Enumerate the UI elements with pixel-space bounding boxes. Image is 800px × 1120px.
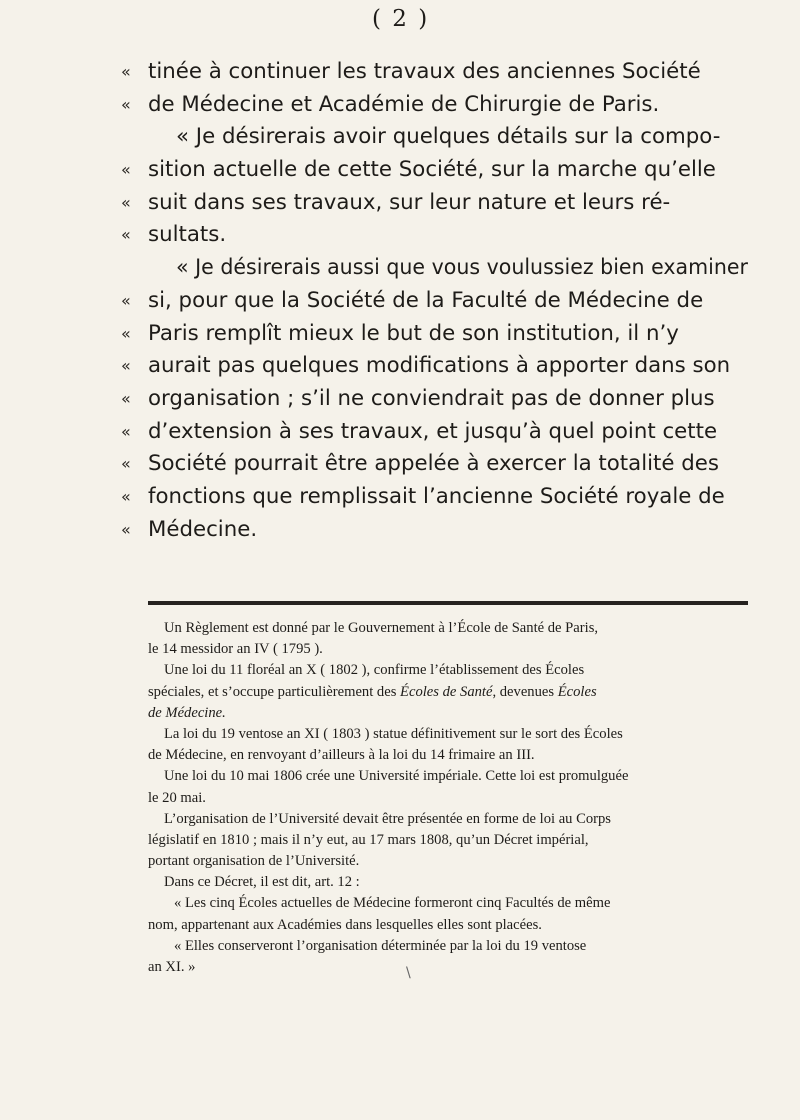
main-line: [121, 350, 748, 383]
main-line-text: sultats.: [148, 222, 227, 248]
guillemet-mark: «: [121, 388, 131, 408]
main-line-text: sition actuelle de cette Société, sur la marche qu’elle: [148, 157, 716, 183]
note-line: La loi du 19 ventose an XI ( 1803 ) statue définitivement sur le sort des Écoles: [164, 725, 623, 742]
main-line: [121, 416, 748, 449]
main-line: [121, 154, 748, 187]
note-line: Une loi du 11 floréal an X ( 1802 ), confirme l’établissement des Écoles: [164, 662, 585, 679]
guillemet-mark: «: [121, 290, 131, 310]
guillemet-mark: «: [121, 323, 131, 343]
main-line-text: tinée à continuer les travaux des anciennes Société: [148, 59, 701, 84]
page-number: ( 2 ): [372, 6, 430, 32]
guillemet-mark: «: [121, 62, 131, 81]
note-text: , devenues: [492, 683, 555, 700]
note-line: [148, 682, 758, 703]
note-line: an XI. »: [148, 959, 196, 975]
main-line-text: suit dans ses travaux, sur leur nature et leurs ré-: [148, 189, 671, 215]
note-line: Un Règlement est donné par le Gouvernement à l’École de Santé de Paris,: [164, 620, 599, 636]
main-line-text: organisation ; s’il ne conviendrait pas de donner plus: [148, 385, 715, 411]
main-line-text: d’extension à ses travaux, et jusqu’à quel point cette: [148, 418, 718, 444]
main-line: [121, 187, 748, 220]
note-italic: Écoles de Santé: [400, 683, 493, 700]
main-line: [148, 121, 748, 154]
note-line: le 14 messidor an IV ( 1795 ).: [148, 641, 323, 658]
guillemet-mark: «: [121, 225, 131, 245]
note-line: Une loi du 10 mai 1806 crée une Université impériale. Cette loi est promulguée: [164, 768, 629, 785]
guillemet-mark: «: [121, 94, 131, 114]
main-line: [148, 252, 748, 285]
note-line: L’organisation de l’Université devait être présentée en forme de loi au Corps: [164, 810, 611, 827]
main-line-text: si, pour que la Société de la Faculté de Médecine de: [148, 287, 704, 313]
note-line: le 20 mai.: [148, 789, 206, 806]
note-line: « Elles conserveront l’organisation déterminée par la loi du 19 ventose: [174, 937, 587, 954]
main-line: [121, 318, 748, 351]
section-divider: [148, 601, 748, 605]
main-line: [121, 481, 748, 514]
footnotes-block: [148, 618, 758, 978]
note-italic: de Médecine.: [148, 704, 226, 721]
note-line: portant organisation de l’Université.: [148, 853, 360, 870]
main-line-text: Paris remplît mieux le but de son institution, il n’y: [148, 320, 679, 346]
main-line-text: Médecine.: [148, 516, 258, 542]
main-text-block: [121, 56, 748, 546]
guillemet-mark: «: [121, 356, 131, 376]
main-line: [121, 56, 748, 89]
main-line-text: aurait pas quelques modifications à apporter dans son: [148, 353, 731, 379]
guillemet-mark: «: [121, 486, 131, 506]
guillemet-mark: «: [121, 519, 131, 539]
note-italic: Écoles: [557, 683, 597, 700]
guillemet-mark: «: [121, 454, 131, 474]
main-line-text: « Je désirerais avoir quelques détails sur la compo-: [176, 124, 721, 150]
main-line-text: fonctions que remplissait l’ancienne Société royale de: [148, 483, 725, 509]
main-line-text: de Médecine et Académie de Chirurgie de Paris.: [148, 91, 660, 117]
main-line: [121, 514, 748, 547]
main-line-text: « Je désirerais aussi que vous voulussiez bien examiner: [176, 255, 748, 281]
guillemet-mark: «: [121, 192, 131, 212]
main-line: [121, 285, 748, 318]
main-line-text: Société pourrait être appelée à exercer la totalité des: [148, 451, 719, 477]
note-line: Dans ce Décret, il est dit, art. 12 :: [164, 874, 360, 891]
note-line: nom, appartenant aux Académies dans lesquelles elles sont placées.: [148, 916, 542, 933]
note-line: législatif en 1810 ; mais il n’y eut, au 17 mars 1808, qu’un Décret impérial,: [148, 831, 589, 848]
note-line: de Médecine, en renvoyant d’ailleurs à la loi du 14 frimaire an III.: [148, 747, 535, 764]
note-line: « Les cinq Écoles actuelles de Médecine formeront cinq Facultés de même: [174, 895, 611, 912]
main-line: [121, 219, 748, 252]
note-text: spéciales, et s’occupe particulièrement des: [148, 683, 397, 700]
main-line: [121, 89, 748, 122]
main-line: [121, 448, 748, 481]
main-line: [121, 383, 748, 416]
stray-mark: \: [406, 965, 411, 981]
guillemet-mark: «: [121, 160, 131, 180]
guillemet-mark: «: [121, 421, 131, 441]
note-line: [148, 703, 758, 724]
